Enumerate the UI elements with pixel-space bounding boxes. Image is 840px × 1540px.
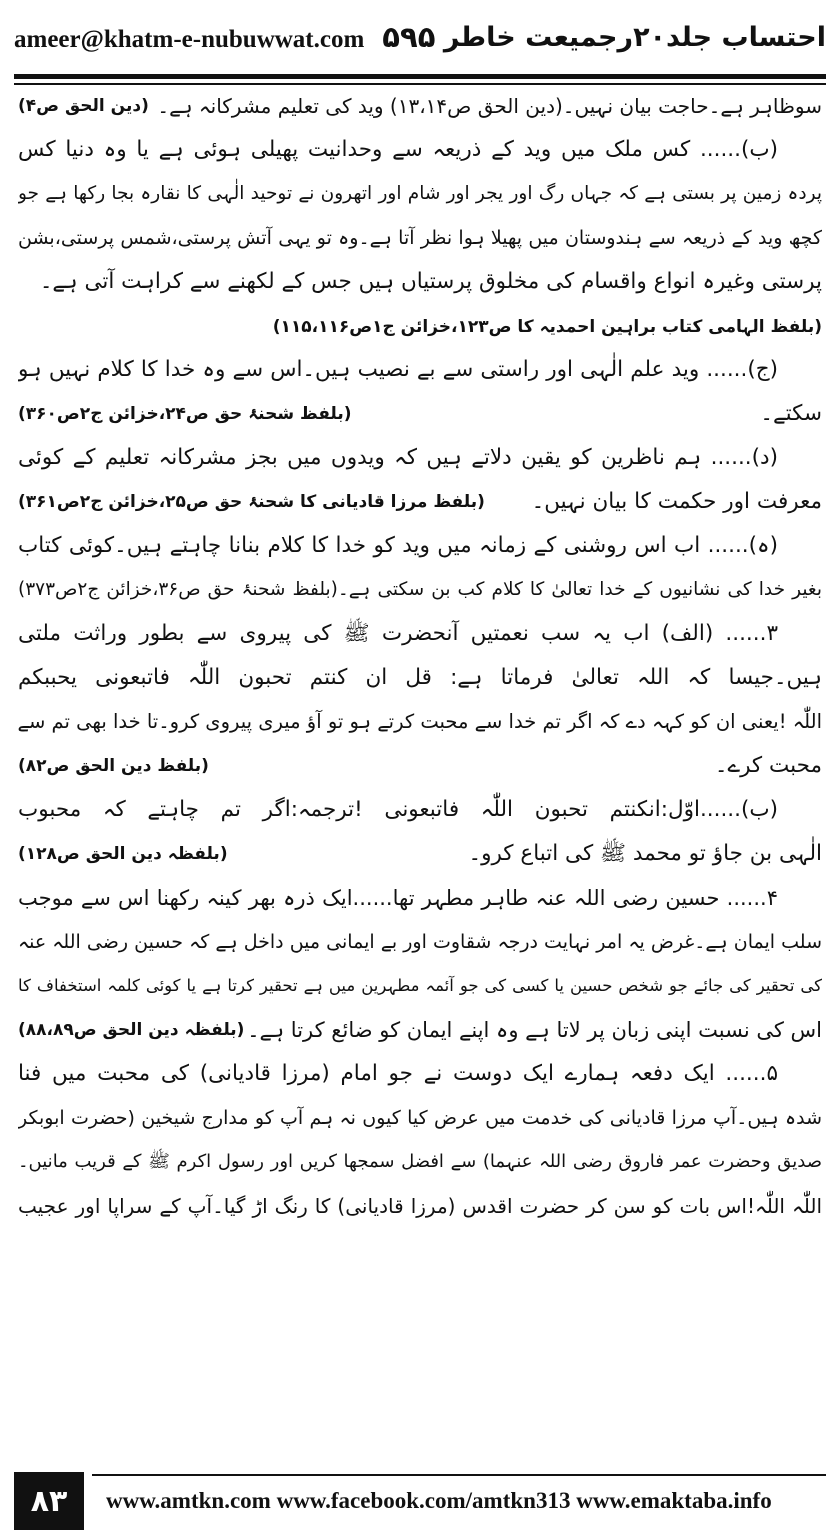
header-email[interactable]: ameer@khatm-e-nubuwwat.com bbox=[14, 26, 365, 53]
text-line: ہیں۔جیسا کہ اللہ تعالیٰ فرماتا ہے: قل ان کنتم تحبون اللّٰہ فاتبعونی یحببکم bbox=[18, 665, 822, 690]
text-line: صدیق وحضرت عمر فاروق رضی اللہ عنہما) سے افضل سمجھا کریں اور رسول اکرم ﷺ کے قریب مانیں۔ bbox=[18, 1151, 822, 1172]
text-line: (ب)...... کس ملک میں وید کے ذریعہ سے وحدانیت پھیلی ہوئی ہے یا وہ دنیا کس bbox=[18, 137, 778, 162]
line-text: سکتے۔ bbox=[760, 401, 822, 426]
text-line: ۴...... حسین رضی اللہ عنہ طاہر مطہر تھا......ایک ذرہ بھر کینہ رکھنا اس سے موجب bbox=[18, 886, 778, 910]
text-line bbox=[18, 1008, 822, 1052]
line-text: محبت کرے۔ bbox=[714, 753, 822, 778]
text-line: بغیر خدا کی نشانیوں کے خدا تعالیٰ کا کلام کب بن سکتی ہے۔(بلفظ شحنۂ حق ص۳۶،خزائن ج۲ص۳۷۳) bbox=[18, 579, 822, 600]
text-line bbox=[18, 832, 822, 876]
reference: (بلفظہ دین الحق ص۸۸،۸۹) bbox=[18, 1020, 245, 1040]
text-line bbox=[18, 392, 822, 436]
header-page-number: ۵۹۵ bbox=[382, 20, 436, 54]
text-line bbox=[18, 480, 822, 524]
text-line: (ج)...... وید علم الٰہی اور راستی سے بے نصیب ہیں۔اس سے وہ خدا کا کلام نہیں ہو bbox=[18, 357, 778, 382]
text-line bbox=[18, 84, 822, 128]
footer-rule bbox=[92, 1474, 826, 1476]
header-left bbox=[14, 20, 435, 54]
header-title: احتساب جلد۲۰رجمیعت خاطر bbox=[443, 21, 826, 53]
text-line: اللّٰہ اللّٰہ!اس بات کو سن کر حضرت اقدس (مرزا قادیانی) کا رنگ اڑ گیا۔آپ کے سراپا اور عجیب bbox=[18, 1194, 822, 1218]
footer-urls[interactable]: www.amtkn.com www.facebook.com/amtkn313 www.emaktaba.info bbox=[106, 1488, 772, 1513]
text-line: کچھ وید کے ذریعہ سے ہندوستان میں پھیلا ہوا نظر آتا ہے۔وہ تو یہی آتش پرستی،شمس پرستی،بشن bbox=[18, 227, 822, 249]
text-line: شدہ ہیں۔آپ مرزا قادیانی کی خدمت میں عرض کیا کیوں نہ ہم آپ کو مدارج شیخین (حضرت ابوبکر bbox=[18, 1107, 822, 1129]
page-header bbox=[14, 0, 826, 74]
line-text: سوظاہر ہے۔حاجت بیان نہیں۔(دین الحق ص۱۳،۱۴) وید کی تعلیم مشرکانہ ہے۔ bbox=[157, 94, 822, 118]
line-text: معرفت اور حکمت کا بیان نہیں۔ bbox=[531, 489, 822, 514]
header-rule-thick bbox=[14, 74, 826, 79]
text-line: (ب)......اوّل:انکنتم تحبون اللّٰہ فاتبعونی !ترجمہ:اگر تم چاہتے کہ محبوب bbox=[18, 797, 778, 822]
line-text: الٰہی بن جاؤ تو محمد ﷺ کی اتباع کرو۔ bbox=[468, 841, 822, 866]
reference: (دین الحق ص۴) bbox=[18, 96, 149, 116]
page-body bbox=[18, 84, 822, 1470]
text-line: ۳...... (الف) اب یہ سب نعمتیں آنحضرت ﷺ کی پیروی سے بطور وراثت ملتی bbox=[18, 621, 778, 646]
text-line: (د)...... ہم ناظرین کو یقین دلاتے ہیں کہ ویدوں میں بجز مشرکانہ تعلیم کے کوئی bbox=[18, 445, 778, 470]
text-line: پردہ زمین پر بستی ہے کہ جہاں رگ اور یجر اور شام اور اتھرون نے توحید الٰہی کا نقارہ بجا رکھا ہے جو bbox=[18, 183, 822, 204]
text-line: کی تحقیر کی جائے جو شخص حسین یا کسی کی جو آئمہ مطہرین میں ہے تحقیر کرتا ہے یا کوئی کلمہ استخفاف کا bbox=[18, 976, 822, 995]
reference: (بلفظ مرزا قادیانی کا شحنۂ حق ص۲۵،خزائن ج۲ص۳۶۱) bbox=[18, 492, 485, 512]
text-line: (ہ)...... اب اس روشنی کے زمانہ میں وید کو خدا کا کلام بنانا چاہتے ہیں۔کوئی کتاب bbox=[18, 533, 778, 558]
reference: (بلفظ الہامی کتاب براہین احمدیہ کا ص۱۲۳،خزائن ج۱ص۱۱۵،۱۱۶) bbox=[272, 317, 822, 337]
reference-line bbox=[18, 304, 822, 348]
text-line: پرستی وغیرہ انواع واقسام کی مخلوق پرستیاں ہیں جس کے لکھنے سے کراہت آتی ہے۔ bbox=[39, 269, 822, 294]
text-line: سلب ایمان ہے۔غرض یہ امر نہایت درجہ شقاوت اور بے ایمانی میں داخل ہے کہ حسین رضی اللہ عنہ bbox=[18, 931, 822, 953]
line-text: اس کی نسبت اپنی زبان پر لاتا ہے وہ اپنے ایمان کو ضائع کرتا ہے۔ bbox=[247, 1018, 822, 1042]
reference: (بلفظ شحنۂ حق ص۲۴،خزائن ج۲ص۳۶۰) bbox=[18, 404, 352, 424]
footer-page-badge: ۸۳ bbox=[14, 1472, 84, 1530]
reference: (بلفظ دین الحق ص۸۲) bbox=[18, 756, 209, 776]
page-footer bbox=[14, 1472, 826, 1530]
text-line bbox=[18, 744, 822, 788]
reference: (بلفظہ دین الحق ص۱۲۸) bbox=[18, 844, 228, 864]
text-line: ۵...... ایک دفعہ ہمارے ایک دوست نے جو امام (مرزا قادیانی) کی محبت میں فنا bbox=[18, 1061, 778, 1086]
text-line: اللّٰہ !یعنی ان کو کہہ دے کہ اگر تم خدا سے محبت کرتے ہو تو آؤ میری پیروی کرو۔تا خدا بھی تم سے bbox=[18, 710, 822, 733]
